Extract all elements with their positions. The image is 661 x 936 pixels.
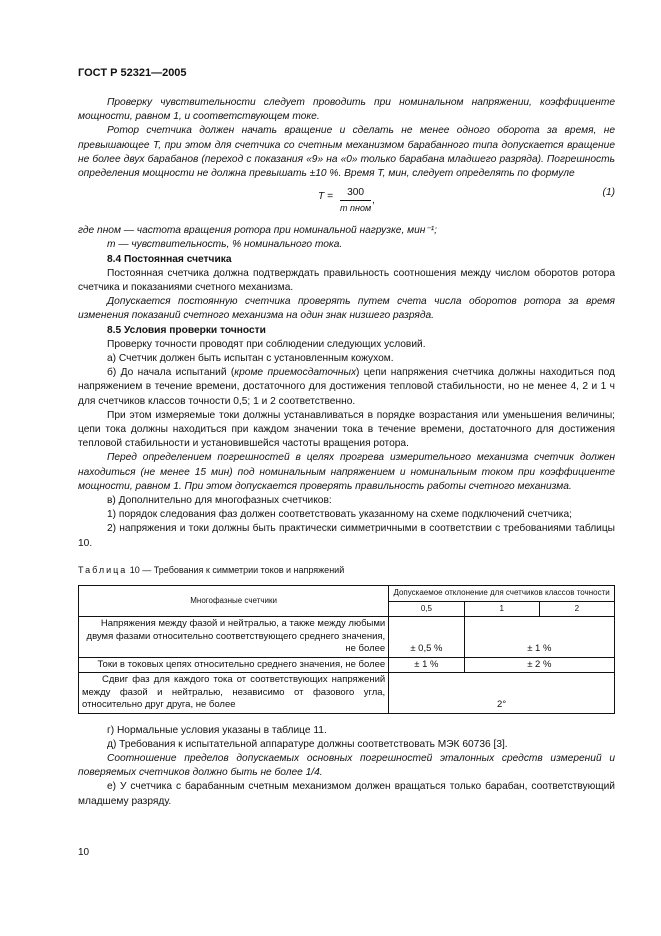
- paragraph: 2) напряжения и токи должны быть практически симметричными в соответствии с требованиями таблицы 10.: [78, 523, 615, 549]
- formula-comma: ,: [372, 195, 375, 207]
- formula-number: (1): [602, 187, 615, 199]
- table-header-class: 0,5: [389, 601, 464, 617]
- paragraph: е) У счетчика с барабанным счетным механизмом должен вращаться только барабан, соответствующий младшему разряду.: [78, 781, 615, 807]
- formula-lhs: T =: [318, 191, 334, 203]
- table-caption-text: 10 — Требования к симметрии токов и напряжений: [127, 564, 345, 575]
- text-run-italic: кроме приемосдаточных: [234, 367, 357, 379]
- paragraph: При этом измеряемые токи должны устанавливаться в порядке возрастания или уменьшения величины; цепи тока должны находиться при каждом значении тока в течение времени, достаточного для достижения тепловой стабильности и установившейся частоты вращения ротора.: [78, 409, 615, 450]
- table-cell: ± 1 %: [389, 657, 464, 673]
- table-cell: Напряжения между фазой и нейтралью, а также между любыми двумя фазами относительно соответствующего среднего значения, не более: [79, 617, 389, 658]
- formula-legend: [78, 224, 615, 252]
- table-cell: Сдвиг фаз для каждого тока от соответствующих напряжений между фазой и нейтралью, независимо от фазового угла, относительно друг друга, не более: [79, 673, 389, 714]
- document-body: [78, 96, 615, 809]
- paragraph: а) Счетчик должен быть испытан с установленным кожухом.: [107, 353, 394, 365]
- legend-line: m — чувствительность, % номинального тока.: [107, 239, 343, 251]
- page-number: 10: [78, 847, 90, 858]
- table-row: [79, 657, 615, 673]
- paragraph: Постоянная счетчика должна подтверждать правильность соотношения между числом оборотов ротора счетчика и показаниями счетного механизма.: [78, 267, 615, 294]
- symmetry-table: [78, 585, 615, 714]
- table-header-class: 2: [539, 601, 614, 617]
- paragraph: в) Дополнительно для многофазных счетчиков:: [107, 495, 332, 507]
- table-cell: Токи в токовых цепях относительно среднего значения, не более: [79, 657, 389, 673]
- paragraph: д) Требования к испытательной аппаратуре должны соответствовать МЭК 60736 [3].: [107, 738, 508, 750]
- formula-numerator: 300: [340, 186, 371, 201]
- formula-denominator: m nном: [340, 203, 372, 214]
- table-header: Допускаемое отклонение для счетчиков классов точности: [389, 586, 615, 602]
- document-header: ГОСТ Р 52321—2005: [78, 67, 187, 79]
- table-header-class: 1: [464, 601, 539, 617]
- table-row: [79, 617, 615, 658]
- paragraph: Соотношение пределов допускаемых основных погрешностей эталонных средств измерений и поверяемых счетчиков должно быть не более 1/4.: [78, 753, 615, 779]
- table-header: Многофазные счетчики: [79, 586, 389, 617]
- table-caption-prefix: Таблица: [78, 564, 128, 575]
- table-row: [79, 673, 615, 714]
- table-cell: 2°: [389, 673, 615, 714]
- table-cell: ± 1 %: [464, 617, 614, 658]
- table-caption: [78, 563, 615, 577]
- section-heading: 8.4 Постоянная счетчика: [107, 253, 232, 265]
- legend-line: где nном — частота вращения ротора при номинальной нагрузке, мин⁻¹;: [78, 225, 437, 237]
- paragraph: Ротор счетчика должен начать вращение и сделать не менее одного оборота за время, не превышающее T, при этом для счетчика со счетным механизмом барабанного типа допускается вращение не более двух барабанов (переход с показания «9» на «0» только барабана младшего разряда). Погрешность определения мощности не должна превышать ±10 %. Время T, мин, следует определять по формуле: [78, 125, 615, 180]
- formula: [78, 186, 615, 222]
- section-heading: 8.5 Условия проверки точности: [107, 324, 266, 336]
- table-cell: ± 2 %: [464, 657, 614, 673]
- text-run: б) До начала испытаний (: [107, 367, 235, 379]
- paragraph: Допускается постоянную счетчика проверять путем счета числа оборотов ротора за время изменения показаний счетного механизма на один знак низшего разряда.: [78, 296, 615, 322]
- paragraph: Проверку чувствительности следует проводить при номинальном напряжении, коэффициенте мощности, равном 1, и соответствующем токе.: [78, 97, 615, 123]
- text-run: ) цепи напряжения счетчика должны находиться под напряжением в течение времени, достаточного для достижения тепловой стабильности, но не менее 4, 2 и 1 ч для счетчиков классов точности 0,5; 1 и 2 соответственно.: [78, 367, 616, 407]
- paragraph: Перед определением погрешностей в целях прогрева измерительного механизма счетчик должен находиться (не менее 15 мин) под номинальным напряжением и номинальным током при коэффициенте мощности, равном 1. При этом допускается проверять правильность работы счетного механизма.: [78, 452, 615, 492]
- table-cell: ± 0,5 %: [389, 617, 464, 658]
- formula-fraction: [340, 186, 371, 215]
- paragraph: 1) порядок следования фаз должен соответствовать указанному на схеме подключений счетчика;: [107, 509, 572, 521]
- paragraph: Проверку точности проводят при соблюдении следующих условий.: [107, 338, 426, 350]
- paragraph: г) Нормальные условия указаны в таблице 11.: [107, 724, 327, 736]
- paragraph: [78, 366, 615, 409]
